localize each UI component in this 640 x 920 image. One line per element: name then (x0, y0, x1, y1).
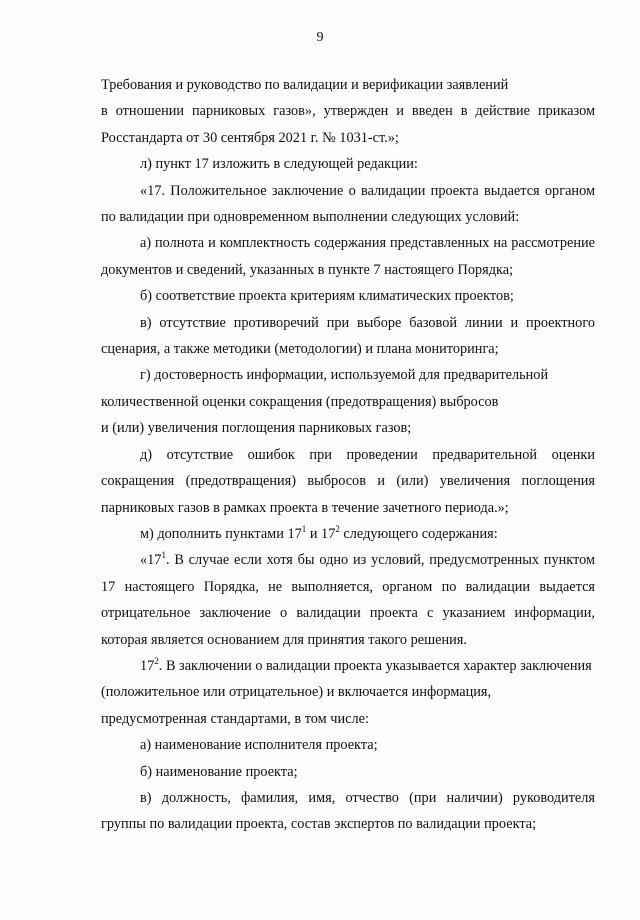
item-m-text-1: м) дополнить пунктами 17 (140, 525, 302, 542)
paragraph-17-2-line2: (положительное или отрицательное) и включается информация, (101, 684, 492, 701)
paragraph-17-2-line1 (101, 653, 595, 679)
paragraph-17-g-line1: г) достоверность информации, используемой для предварительной (140, 367, 549, 384)
paragraph-17-a: а) полнота и комплектность содержания представленных на рассмотрение документов и сведений, указанных в пункте 7 настоящего Порядка; (101, 235, 595, 278)
item-m-sup-2: 2 (335, 524, 340, 535)
paragraph-17-g-line2: количественной оценки сокращения (предотвращения) выбросов (101, 393, 499, 410)
page-number: 9 (316, 30, 324, 45)
paragraph-17: «17. Положительное заключение о валидации проекта выдается органом по валидации при одновременном выполнении следующих условий: (101, 182, 595, 226)
paragraph-item-m (101, 521, 595, 547)
paragraph-17-g-line3: и (или) увеличения поглощения парниковых газов; (101, 420, 412, 437)
item-m-text-3: следующего содержания: (339, 525, 498, 542)
p17-1-number: «17 (140, 552, 162, 569)
item-m-text-2: и 17 (306, 525, 336, 542)
p17-2-text: . В заключении о валидации проекта указывается характер заключения (158, 657, 592, 674)
paragraph-requirements-line1: Требования и руководство по валидации и верификации заявлений (101, 77, 509, 93)
paragraph-item-l: л) пункт 17 изложить в следующей редакции: (140, 156, 418, 173)
paragraph-17-2-a: а) наименование исполнителя проекта; (140, 737, 378, 754)
paragraph-17-2-b: б) наименование проекта; (140, 763, 298, 780)
p17-1-sup: 1 (161, 550, 166, 561)
paragraph-17-v: в) отсутствие противоречий при выборе базовой линии и проектного сценария, а также методики (методологии) и плана мониторинга; (101, 314, 595, 358)
paragraph-17-2-line3: предусмотренная стандартами, в том числе: (101, 710, 369, 727)
paragraph-17-1 (101, 547, 595, 653)
paragraph-17-d: д) отсутствие ошибок при проведении предварительной оценки сокращения (предотвращения) выбросов и (или) увеличения поглощения парниковых газов в рамках проекта в течение зачетного периода.»; (101, 446, 595, 516)
document-body (101, 72, 595, 838)
paragraph-requirements-rest: в отношении парниковых газов», утвержден и введен в действие приказом Росстандарта от 30 сентября 2021 г. № 1031-ст.»; (101, 103, 595, 146)
paragraph-17-2-v: в) должность, фамилия, имя, отчество (при наличии) руководителя группы по валидации проекта, состав экспертов по валидации проекта; (101, 789, 595, 833)
item-m-sup-1: 1 (301, 524, 307, 535)
p17-1-text: . В случае если хотя бы одно из условий, предусмотренных пунктом 17 настоящего Порядка, не выполняется, органом по валидации выдается отрицательное заключение о валидации проекта с указанием информации, которая является основанием для принятия такого решения. (101, 552, 595, 648)
paragraph-17-b: б) соответствие проекта критериям климатических проектов; (140, 288, 514, 305)
p17-2-number: 17 (140, 657, 155, 674)
p17-2-sup: 2 (154, 656, 159, 667)
